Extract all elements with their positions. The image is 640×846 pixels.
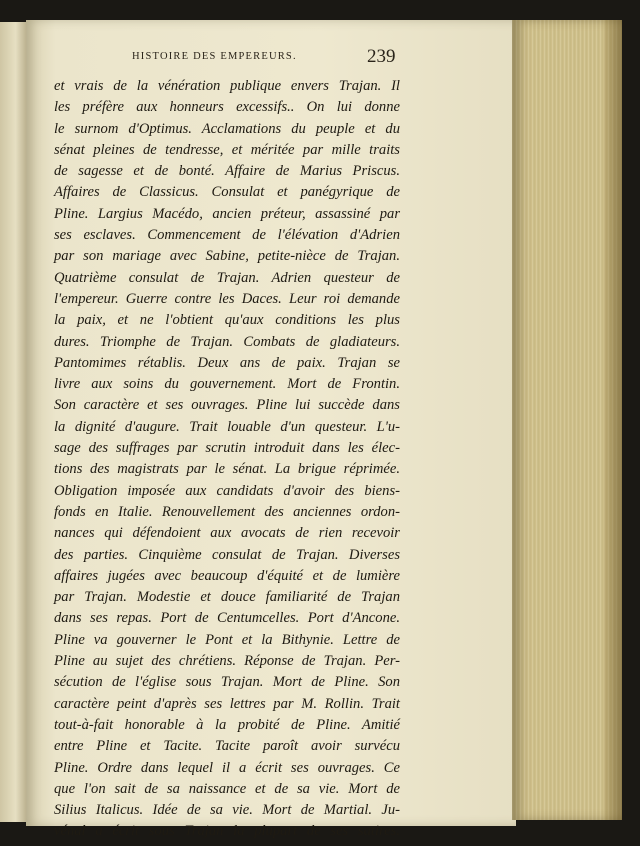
text-line: tions des magistrats par le sénat. La brigue réprimée. (54, 461, 400, 478)
text-line: par son mariage avec Sabine, petite-nièce de Trajan. (54, 248, 400, 265)
text-line: le surnom d'Optimus. Acclamations du peuple et du (54, 120, 400, 137)
text-line: Pantomimes rétablis. Deux ans de paix. Trajan se (54, 354, 400, 371)
text-line: Pline. Largius Macédo, ancien préteur, assassiné par (54, 205, 400, 222)
text-line: par Trajan. Modestie et douce familiarité de Trajan (54, 589, 400, 606)
text-line: affaires jugées avec beaucoup d'équité et de lumière (54, 567, 400, 584)
header-title: HISTOIRE DES EMPEREURS. (132, 51, 297, 62)
text-line: que l'on sait de sa naissance et de sa vie. Mort de (54, 780, 400, 797)
text-line: sécution de l'église sous Trajan. Mort de Pline. Son (54, 674, 400, 691)
text-line: caractère peint d'après ses lettres par M. Rollin. Trait (54, 695, 400, 712)
text-line: de sagesse et de bonté. Affaire de Marius Priscus. (54, 163, 400, 180)
text-line: et vrais de la vénération publique envers Trajan. Il (54, 78, 400, 94)
text-line: Pline au sujet des chrétiens. Réponse de Trajan. Per- (54, 653, 400, 670)
text-line: sage des suffrages par scrutin introduit dans les élec- (54, 440, 400, 457)
text-line: livre aux soins du gouvernement. Mort de Frontin. (54, 376, 400, 393)
text-line: la paix, et ne l'obtient qu'aux conditions les plus (54, 312, 400, 329)
text-line: dures. Triomphe de Trajan. Combats de gladiateurs. (54, 333, 400, 350)
text-line: les préfère aux honneurs excessifs.. On lui donne (54, 99, 400, 116)
body-text (54, 76, 400, 843)
text-line: l'empereur. Guerre contre les Daces. Leur roi demande (54, 290, 400, 307)
page-number: 239 (367, 46, 396, 67)
text-line: fonds en Italie. Renouvellement des anciennes ordon- (54, 503, 400, 520)
text-line: nances qui défendoient aux avocats de rien recevoir (54, 525, 400, 542)
text-line: des parties. Cinquième consulat de Trajan. Diverses (54, 546, 400, 563)
text-line: vénal a écrit sous Trajan la plupart de ses satires. (54, 823, 400, 840)
text-line: Quatrième consulat de Trajan. Adrien questeur de (54, 269, 400, 286)
text-line: Pline va gouverner le Pont et la Bithynie. Lettre de (54, 631, 400, 648)
page-block-edge (512, 20, 622, 820)
running-head (0, 46, 640, 72)
text-line: la dignité d'augure. Trait louable d'un questeur. L'u- (54, 418, 400, 435)
text-line: dans ses repas. Port de Centumcelles. Port d'Ancone. (54, 610, 400, 627)
facing-page-edge (0, 22, 27, 822)
text-line: Silius Italicus. Idée de sa vie. Mort de Martial. Ju- (54, 802, 400, 819)
text-line: ses esclaves. Commencement de l'élévation d'Adrien (54, 227, 400, 244)
text-line: Obligation imposée aux candidats d'avoir des biens- (54, 482, 400, 499)
text-line: Affaires de Classicus. Consulat et panégyrique de (54, 184, 400, 201)
text-line: entre Pline et Tacite. Tacite paroît avoir survécu (54, 738, 400, 755)
text-line: Son caractère et ses ouvrages. Pline lui succède dans (54, 397, 400, 414)
text-line: tout-à-fait honorable à la probité de Pline. Amitié (54, 716, 400, 733)
text-line: Pline. Ordre dans lequel il a écrit ses ouvrages. Ce (54, 759, 400, 776)
text-line: sénat pleines de tendresse, et méritée par mille traits (54, 141, 400, 158)
